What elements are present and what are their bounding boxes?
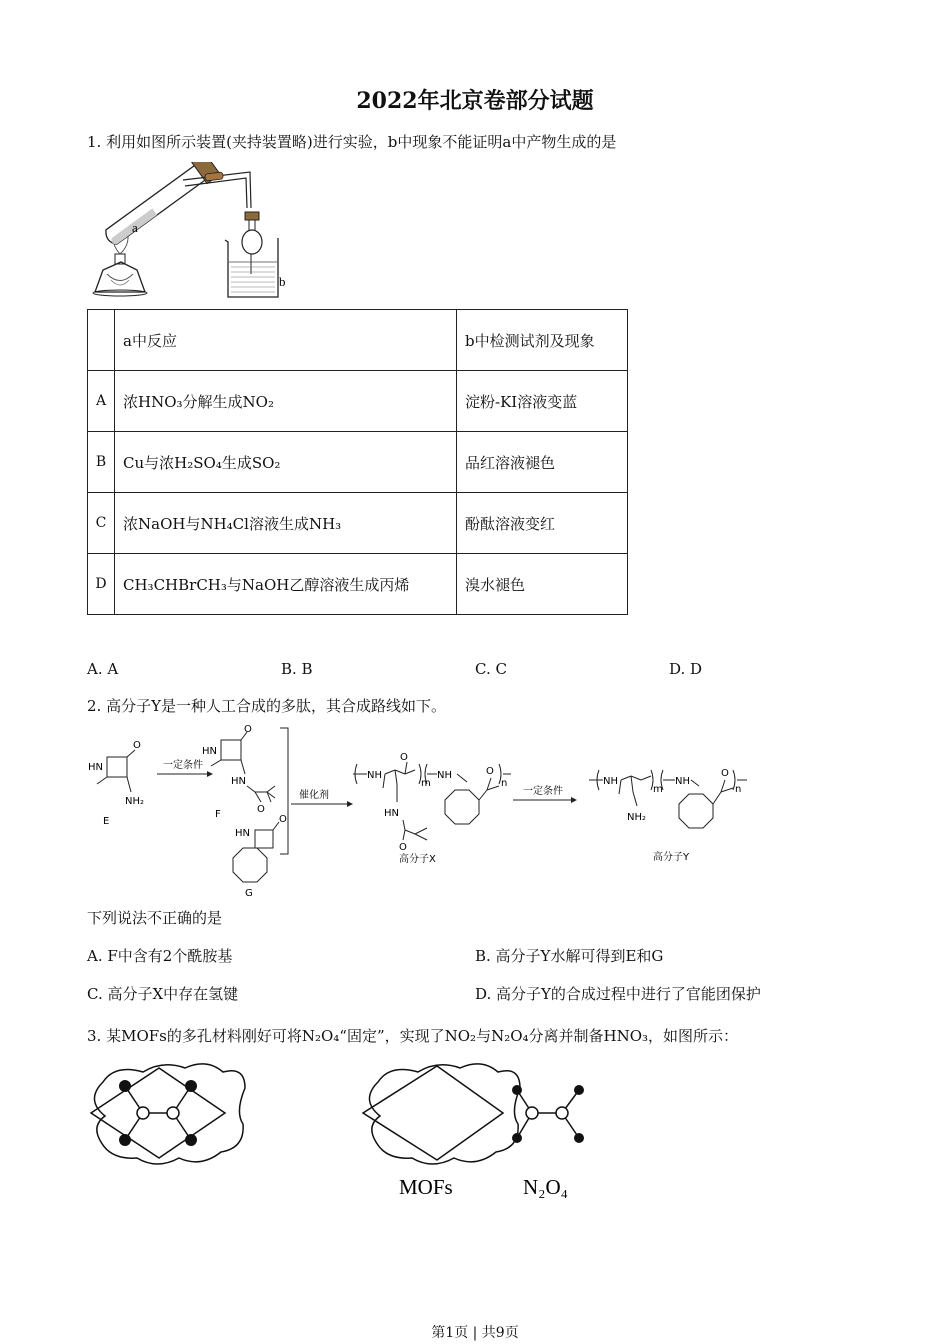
compound-label-g: G bbox=[245, 888, 253, 899]
q1-table bbox=[87, 309, 628, 615]
q2-stem: 2. 高分子Y是一种人工合成的多肽，其合成路线如下。 bbox=[87, 697, 446, 715]
table-row bbox=[88, 493, 628, 554]
condition-label: 一定条件 bbox=[523, 786, 563, 797]
q1-option-a[interactable]: A. A bbox=[87, 660, 119, 678]
q1-option-b[interactable]: B. B bbox=[281, 660, 313, 678]
row-reaction: 浓NaOH与NH₄Cl溶液生成NH₃ bbox=[115, 493, 457, 554]
atom-label: O bbox=[486, 766, 494, 777]
atom-label: HN bbox=[384, 808, 399, 819]
q1-stem: 1. 利用如图所示装置(夹持装置略)进行实验，b中现象不能证明a中产物生成的是 bbox=[87, 133, 617, 151]
page-footer: 第1页 | 共9页 bbox=[431, 1325, 519, 1341]
atom-label: NH bbox=[603, 776, 618, 787]
nitrogen-atom bbox=[137, 1107, 149, 1119]
q2-option-d[interactable]: D. 高分子Y的合成过程中进行了官能团保护 bbox=[475, 985, 761, 1003]
oxygen-atom bbox=[119, 1080, 131, 1092]
atom-label: O bbox=[399, 842, 407, 853]
atom-label: NH bbox=[437, 770, 452, 781]
table-header-cell bbox=[88, 310, 115, 371]
q1-apparatus-figure bbox=[85, 162, 315, 304]
row-reaction: 浓HNO₃分解生成NO₂ bbox=[115, 371, 457, 432]
polymer-subscript: m bbox=[653, 784, 663, 795]
q2-option-a[interactable]: A. F中含有2个酰胺基 bbox=[87, 947, 233, 965]
row-label: B bbox=[88, 432, 115, 493]
atom-label: HN bbox=[235, 828, 250, 839]
table-header-cell: b中检测试剂及现象 bbox=[457, 310, 628, 371]
atom-label: HN bbox=[88, 762, 103, 773]
oxygen-atom bbox=[185, 1080, 197, 1092]
row-detect: 酚酞溶液变红 bbox=[457, 493, 628, 554]
oxygen-atom bbox=[574, 1085, 584, 1095]
atom-label: NH₂ bbox=[125, 796, 145, 807]
q2-option-c[interactable]: C. 高分子X中存在氢键 bbox=[87, 985, 239, 1003]
row-detect: 淀粉-KI溶液变蓝 bbox=[457, 371, 628, 432]
table-row bbox=[88, 432, 628, 493]
q2-option-b[interactable]: B. 高分子Y水解可得到E和G bbox=[475, 947, 664, 965]
atom-label: O bbox=[257, 804, 265, 815]
n2o4-label: N₂O₄ bbox=[523, 1175, 568, 1199]
polymer-subscript: m bbox=[421, 778, 431, 789]
atom-label: O bbox=[279, 814, 287, 825]
compound-label-f: F bbox=[215, 809, 221, 820]
nitrogen-atom bbox=[556, 1107, 568, 1119]
oxygen-atom bbox=[119, 1134, 131, 1146]
oxygen-atom bbox=[512, 1085, 522, 1095]
compound-label-y: 高分子Y bbox=[653, 852, 690, 863]
q3-mofs-figure bbox=[85, 1060, 605, 1210]
mofs-label: MOFs bbox=[399, 1175, 453, 1199]
page-title: 2022年北京卷部分试题 bbox=[356, 88, 594, 114]
q2-prompt: 下列说法不正确的是 bbox=[87, 909, 223, 927]
atom-label: HN bbox=[231, 776, 246, 787]
condition-label: 一定条件 bbox=[163, 760, 203, 771]
table-row bbox=[88, 371, 628, 432]
compound-label-e: E bbox=[103, 816, 110, 827]
diamond-shape bbox=[363, 1066, 503, 1160]
atom-label: NH bbox=[675, 776, 690, 787]
table-header-row bbox=[88, 310, 628, 371]
q2-synthesis-scheme bbox=[85, 722, 755, 900]
atom-label: O bbox=[244, 724, 252, 735]
table-row bbox=[88, 554, 628, 615]
oxygen-atom bbox=[185, 1134, 197, 1146]
row-label: C bbox=[88, 493, 115, 554]
q3-stem: 3. 某MOFs的多孔材料刚好可将N₂O₄“固定”，实现了NO₂与N₂O₄分离并制备HNO₃，如图所示： bbox=[87, 1027, 739, 1045]
atom-label: NH₂ bbox=[627, 812, 647, 823]
atom-label: HN bbox=[202, 746, 217, 757]
cloud-shape bbox=[369, 1064, 520, 1164]
q1-option-d[interactable]: D. D bbox=[669, 660, 703, 678]
atom-label: NH bbox=[367, 770, 382, 781]
row-label: D bbox=[88, 554, 115, 615]
atom-label: O bbox=[400, 752, 408, 763]
row-reaction: Cu与浓H₂SO₄生成SO₂ bbox=[115, 432, 457, 493]
catalyst-label: 催化剂 bbox=[299, 790, 329, 801]
compound-label-x: 高分子X bbox=[399, 854, 436, 865]
atom-label: O bbox=[721, 768, 729, 779]
oxygen-atom bbox=[512, 1133, 522, 1143]
nitrogen-atom bbox=[167, 1107, 179, 1119]
label-b: b bbox=[279, 274, 286, 289]
table-header-cell: a中反应 bbox=[115, 310, 457, 371]
row-detect: 溴水褪色 bbox=[457, 554, 628, 615]
q1-option-c[interactable]: C. C bbox=[475, 660, 507, 678]
row-detect: 品红溶液褪色 bbox=[457, 432, 628, 493]
row-reaction: CH₃CHBrCH₃与NaOH乙醇溶液生成丙烯 bbox=[115, 554, 457, 615]
oxygen-atom bbox=[574, 1133, 584, 1143]
label-a: a bbox=[132, 220, 138, 235]
nitrogen-atom bbox=[526, 1107, 538, 1119]
polymer-subscript: n bbox=[501, 778, 508, 789]
atom-label: O bbox=[133, 740, 141, 751]
row-label: A bbox=[88, 371, 115, 432]
polymer-subscript: n bbox=[735, 784, 742, 795]
